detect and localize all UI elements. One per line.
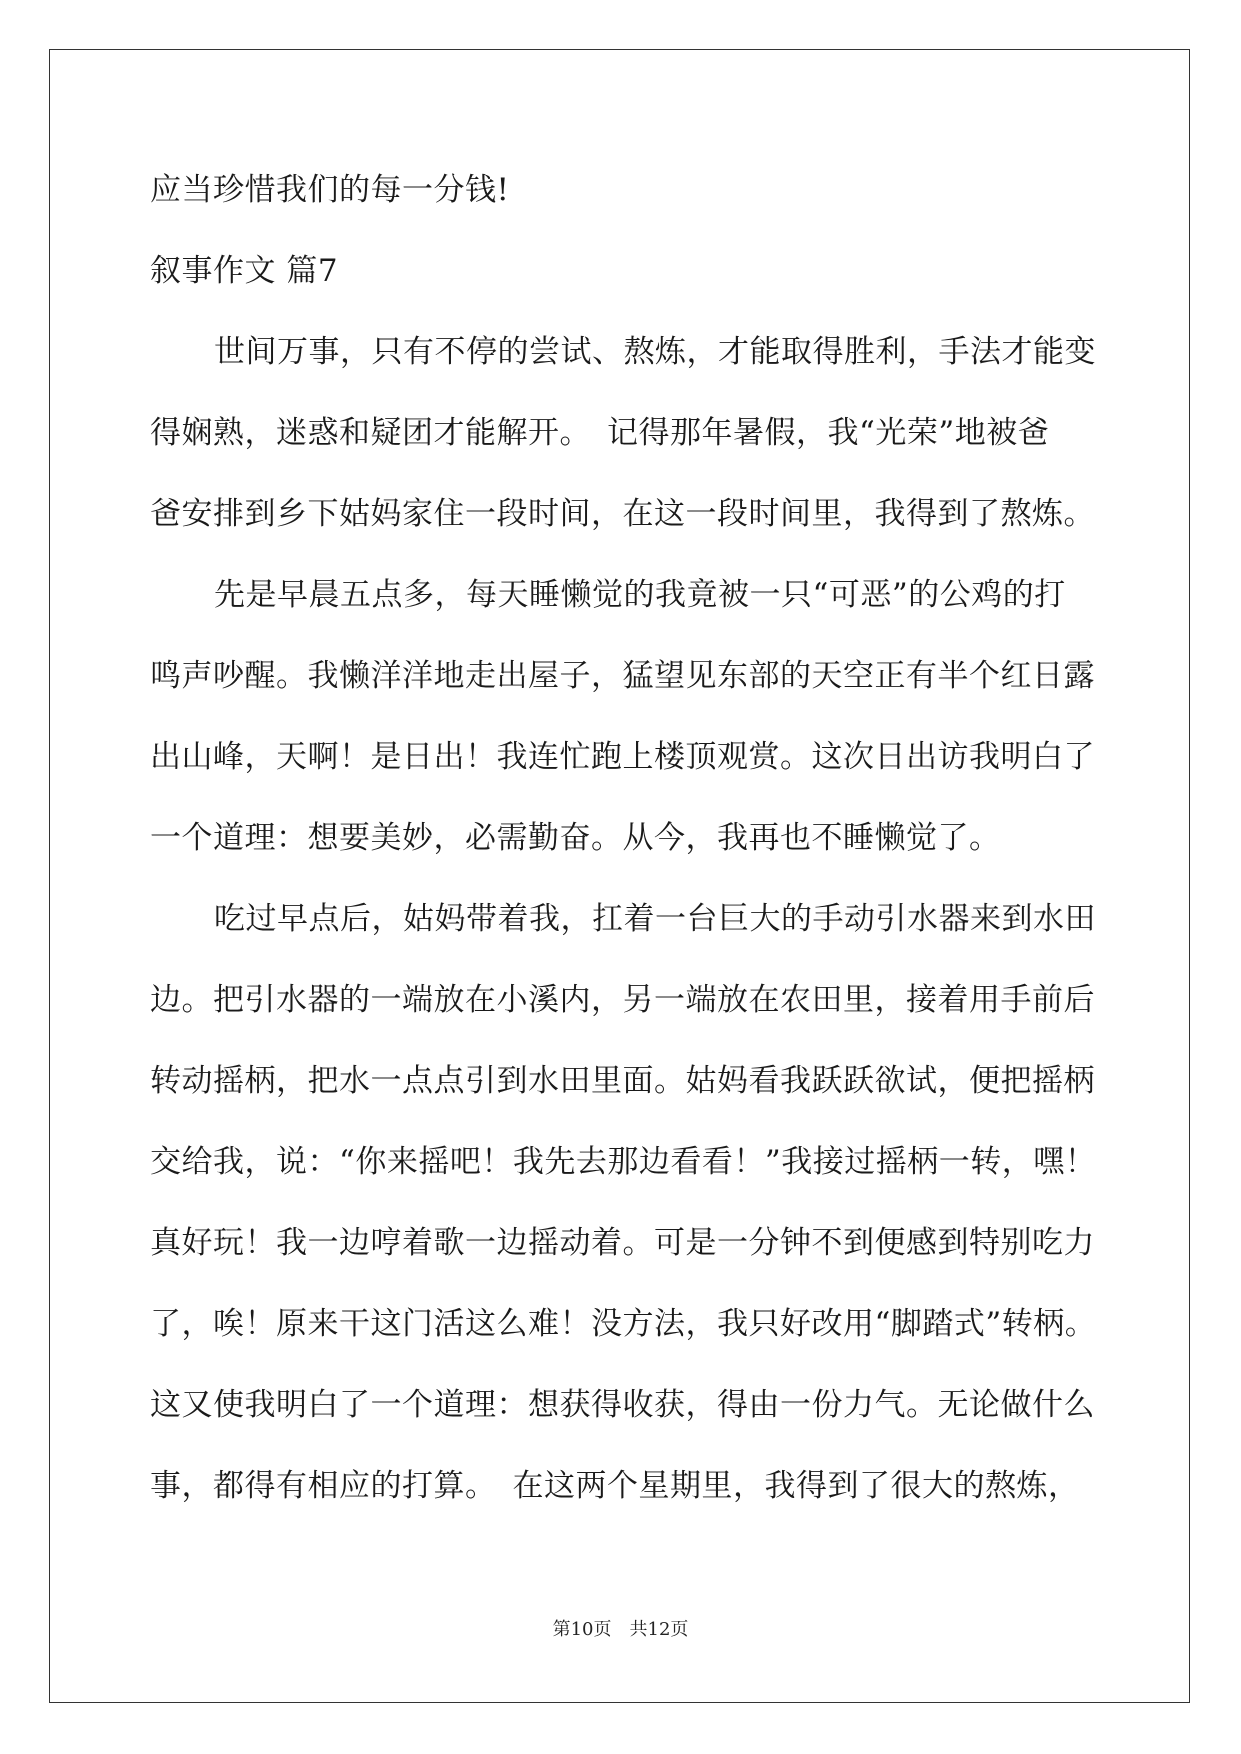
text-line: 了，唉！原来干这门活这么难！没方法，我只好改用“脚踏式”转柄。 bbox=[150, 1306, 1097, 1342]
text-line: 这又使我明白了一个道理：想获得收获，得由一份力气。无论做什么 bbox=[150, 1387, 1095, 1423]
text-line: 得娴熟，迷惑和疑团才能解开。 记得那年暑假，我“光荣”地被爸 bbox=[150, 415, 1050, 451]
text-line: 出山峰，天啊！是日出！我连忙跑上楼顶观赏。这次日出访我明白了 bbox=[150, 739, 1095, 775]
page-number: 第10页 共12页 bbox=[552, 1619, 689, 1640]
document-body bbox=[150, 150, 1097, 1527]
text-line: 真好玩！我一边哼着歌一边摇动着。可是一分钟不到便感到特别吃力 bbox=[150, 1225, 1095, 1261]
paragraph-start-line: 先是早晨五点多，每天睡懒觉的我竟被一只“可恶”的公鸡的打 bbox=[214, 577, 1066, 613]
paragraph-start-line: 世间万事，只有不停的尝试、熬炼，才能取得胜利，手法才能变 bbox=[214, 334, 1096, 370]
section-heading: 叙事作文 篇7 bbox=[150, 253, 339, 289]
text-line: 一个道理：想要美妙，必需勤奋。从今，我再也不睡懒觉了。 bbox=[150, 820, 1001, 856]
text-line: 爸安排到乡下姑妈家住一段时间，在这一段时间里，我得到了熬炼。 bbox=[150, 496, 1095, 532]
text-line: 应当珍惜我们的每一分钱! bbox=[150, 172, 510, 208]
text-line: 转动摇柄，把水一点点引到水田里面。姑妈看我跃跃欲试，便把摇柄 bbox=[150, 1063, 1095, 1099]
text-line: 鸣声吵醒。我懒洋洋地走出屋子，猛望见东部的天空正有半个红日露 bbox=[150, 658, 1095, 694]
text-line: 交给我，说：“你来摇吧！我先去那边看看！”我接过摇柄一转，嘿！ bbox=[150, 1144, 1097, 1180]
text-line: 边。把引水器的一端放在小溪内，另一端放在农田里，接着用手前后 bbox=[150, 982, 1095, 1018]
paragraph-start-line: 吃过早点后，姑妈带着我，扛着一台巨大的手动引水器来到水田 bbox=[214, 901, 1096, 937]
text-line: 事，都得有相应的打算。 在这两个星期里，我得到了很大的熬炼， bbox=[150, 1468, 1080, 1504]
